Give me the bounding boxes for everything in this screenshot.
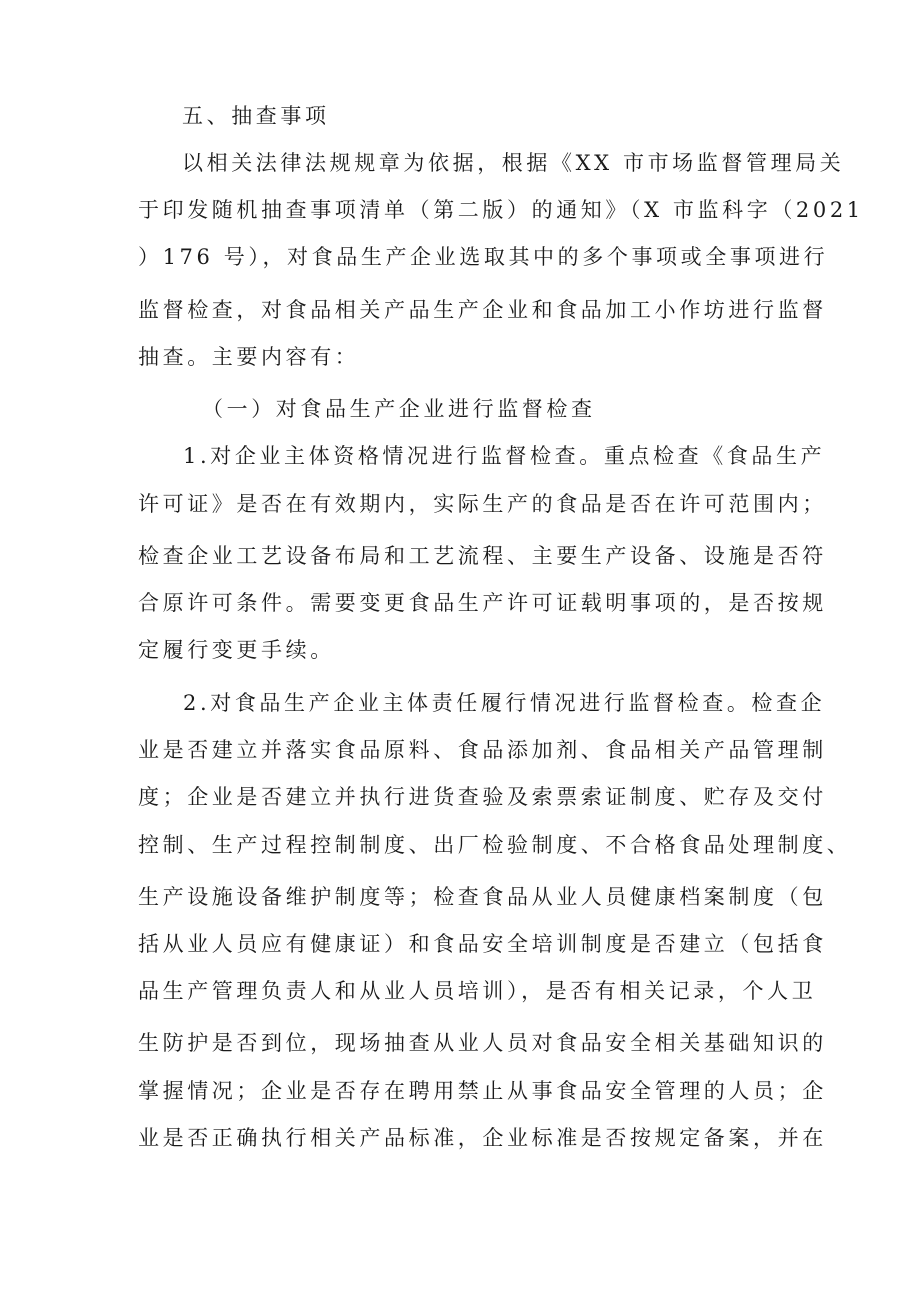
paragraph-line: 检查企业工艺设备布局和工艺流程、主要生产设备、设施是否符 [138, 544, 827, 568]
paragraph-line: 生产设施设备维护制度等；检查食品从业人员健康档案制度（包 [138, 885, 827, 909]
paragraph-line: 度；企业是否建立并执行进货查验及索票索证制度、贮存及交付 [138, 785, 827, 809]
paragraph-line: 括从业人员应有健康证）和食品安全培训制度是否建立（包括食 [138, 932, 827, 956]
paragraph-line: 定履行变更手续。 [138, 638, 335, 662]
paragraph-line: 抽查。主要内容有： [138, 345, 360, 369]
paragraph-line: 掌握情况；企业是否存在聘用禁止从事食品安全管理的人员；企 [138, 1079, 827, 1103]
paragraph-line: 合原许可条件。需要变更食品生产许可证载明事项的，是否按规 [138, 591, 827, 615]
paragraph-line: 品生产管理负责人和从业人员培训），是否有相关记录，个人卫 [138, 979, 817, 1003]
section-heading: 五、抽查事项 [182, 104, 330, 128]
paragraph-line: ）176 号），对食品生产企业选取其中的多个事项或全事项进行 [138, 245, 829, 269]
paragraph-line: 于印发随机抽查事项清单（第二版）的通知》（X 市监科字（2021 [138, 198, 864, 222]
paragraph-line: 控制、生产过程控制制度、出厂检验制度、不合格食品处理制度、 [138, 833, 852, 857]
paragraph-line: 以相关法律法规规章为依据，根据《XX 市市场监督管理局关 [182, 151, 845, 175]
paragraph-line: 业是否建立并落实食品原料、食品添加剂、食品相关产品管理制 [138, 738, 827, 762]
paragraph-line: 许可证》是否在有效期内，实际生产的食品是否在许可范围内； [138, 492, 827, 516]
paragraph-line: 2.对食品生产企业主体责任履行情况进行监督检查。检查企 [183, 691, 826, 715]
paragraph-line: 生防护是否到位，现场抽查从业人员对食品安全相关基础知识的 [138, 1031, 827, 1055]
paragraph-line: 业是否正确执行相关产品标准，企业标准是否按规定备案，并在 [138, 1126, 827, 1150]
subsection-heading: （一）对食品生产企业进行监督检查 [202, 397, 596, 421]
paragraph-line: 监督检查，对食品相关产品生产企业和食品加工小作坊进行监督 [138, 298, 827, 322]
paragraph-line: 1.对企业主体资格情况进行监督检查。重点检查《食品生产 [183, 444, 826, 468]
